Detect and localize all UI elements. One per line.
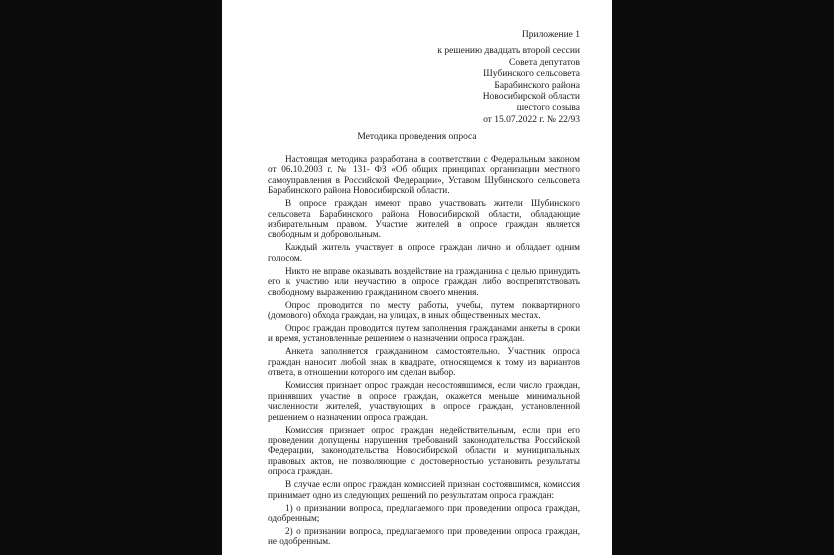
document-page	[222, 0, 612, 555]
paragraph: Комиссия признает опрос граждан несостоявшимся, если число граждан, принявших участие в опросе граждан, окажется меньше минимальной численности жителей, участвующих в опросе граждан, установленной решением о назначении опроса граждан.	[268, 380, 580, 422]
paragraph: Опрос проводится по месту работы, учебы, путем поквартирного (домового) обхода граждан, на улицах, в иных общественных местах.	[268, 299, 580, 321]
appendix-number: Приложение 1	[521, 30, 580, 40]
paragraph: Настоящая методика разработана в соответствии с Федеральным законом от 06.10.2003 г. № 131- ФЗ «Об общих принципах организации местного самоуправления в Российской Федерации», Уставом Шубинского сельсовета Барабинского района Новосибирской области.	[268, 154, 580, 196]
header-line: Новосибирской области	[482, 92, 580, 103]
paragraph: 2) о признании вопроса, предлагаемого при проведении опроса граждан, не одобренным.	[268, 525, 580, 547]
header-line: от 15.07.2022 г. № 22/93	[483, 114, 580, 125]
paragraph: Анкета заполняется гражданином самостоятельно. Участник опроса граждан наносит любой знак в квадрате, относящемся к тому из вариантов ответа, в отношении которого им сделан выбор.	[268, 346, 580, 378]
header-line: Совета депутатов	[509, 57, 580, 68]
document-body	[268, 154, 580, 549]
paragraph: В опросе граждан имеют право участвовать жители Шубинского сельсовета Барабинского района Новосибирской области, обладающие избирательным правом. Участие жителей в опросе граждан является свободным и добровольным.	[268, 198, 580, 240]
paragraph: Опрос граждан проводится путем заполнения гражданами анкеты в сроки и время, установленные решением о назначении опроса граждан.	[268, 323, 580, 344]
appendix-header	[437, 30, 580, 126]
paragraph: Каждый житель участвует в опросе граждан лично и обладает одним голосом.	[268, 242, 580, 263]
header-line: Барабинского района	[494, 80, 580, 91]
paragraph: Комиссия признает опрос граждан недействительным, если при его проведении допущены нарушения требований законодательства Российской Федерации, законодательства Новосибирской области и муниципальных правовых актов, не позволяющие с достоверностью установить результаты опроса граждан.	[268, 424, 580, 477]
header-line: шестого созыва	[516, 103, 580, 114]
paragraph: 1) о признании вопроса, предлагаемого при проведении опроса граждан, одобренным;	[268, 502, 580, 523]
header-line: Шубинского сельсовета	[483, 69, 580, 80]
document-title: Методика проведения опроса	[357, 132, 477, 142]
paragraph: В случае если опрос граждан комиссией признан состоявшимся, комиссия принимает одно из следующих решений по результатам опроса граждан:	[268, 479, 580, 500]
header-line: к решению двадцать второй сессии	[437, 46, 580, 57]
paragraph: Никто не вправе оказывать воздействие на гражданина с целью принудить его к участию или неучастию в опросе граждан либо воспрепятствовать свободному выражению гражданином своего мнения.	[268, 265, 580, 297]
